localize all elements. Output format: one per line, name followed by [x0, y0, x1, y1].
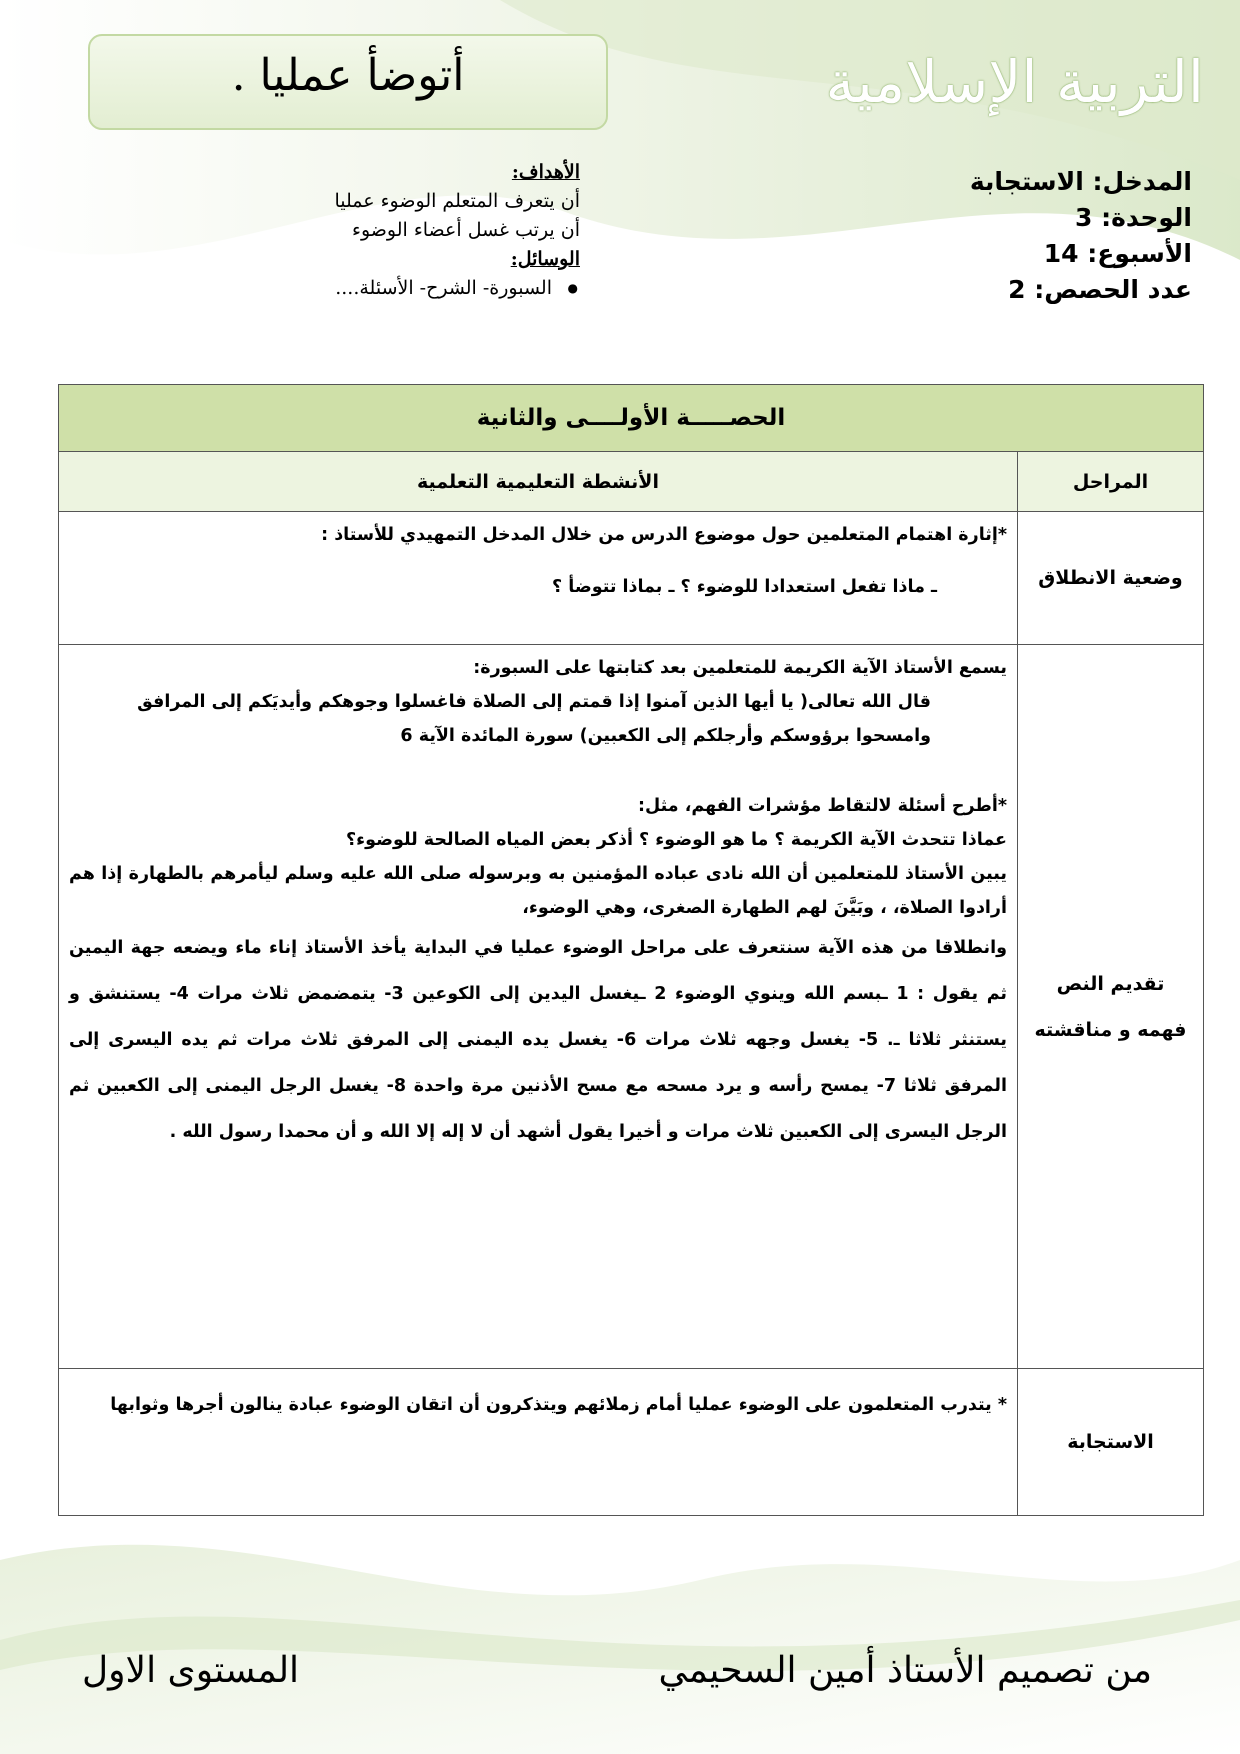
stage-launch: وضعية الانطلاق — [1018, 512, 1204, 645]
activity-line: يسمع الأستاذ الآية الكريمة للمتعلمين بعد كتابتها على السبورة: — [473, 658, 1007, 678]
activity-launch — [59, 512, 1018, 645]
activity-line: *أطرح أسئلة لالتقاط مؤشرات الفهم، مثل: — [638, 796, 1007, 816]
session-title: الحصـــــة الأولــــى والثانية — [59, 385, 1204, 452]
footer-level: المستوى الاول — [82, 1650, 300, 1691]
info-sessions: عدد الحصص: 2 — [1008, 275, 1192, 304]
stage-text-presentation — [1018, 645, 1204, 1369]
activity-response — [59, 1369, 1018, 1516]
activity-paragraph: وانطلاقا من هذه الآية سنتعرف على مراحل الوضوء عمليا في البداية يأخذ الأستاذ إناء ماء ويضعه جهة اليمين ثم يقول : 1 ـبسم الله وينوي الوضوء 2 ـيغسل اليدين إلى الكوعين 3- يتمضمض ثلاث مرات 4- يستنشق و يستنثر ثلاثا ـ. 5- يغسل وجهه ثلاث مرات 6- يغسل يده اليمنى إلى المرفق ثلاث مرات ثم يده اليسرى إلى المرفق ثلاثا 7- يمسح رأسه و يرد مسحه مع مسح الأذنين مرة واحدة 8- يغسل الرجل اليمنى إلى الكعبين ثم الرجل اليسرى إلى الكعبين ثلاث مرات و أخيرا يقول أشهد أن لا إله إلا الله و أن محمدا رسول الله . — [69, 938, 1007, 1142]
activity-line: ـ ماذا تفعل استعدادا للوضوء ؟ ـ بماذا تتوضأ ؟ — [552, 577, 937, 597]
lesson-info — [862, 164, 1192, 308]
verse-line: قال الله تعالى( يا أيها الذين آمنوا إذا قمتم إلى الصلاة فاغسلوا وجوهكم وأيديَكم إلى المرافق — [137, 692, 931, 712]
activity-line: عماذا تتحدث الآية الكريمة ؟ ما هو الوضوء ؟ أذكر بعض المياه الصالحة للوضوء؟ — [346, 830, 1007, 850]
footer-designer: من تصميم الأستاذ أمين السحيمي — [658, 1650, 1152, 1691]
activity-text-presentation — [59, 645, 1018, 1369]
verse-line: وامسحوا برؤوسكم وأرجلكم إلى الكعبين) سورة المائدة الآية 6 — [400, 726, 931, 746]
lesson-title-box — [88, 34, 608, 130]
stage-line: تقديم النص — [1056, 972, 1165, 995]
stage-response: الاستجابة — [1018, 1369, 1204, 1516]
info-unit: الوحدة: 3 — [1075, 203, 1192, 232]
tools-item: ● السبورة- الشرح- الأسئلة.... — [210, 274, 580, 303]
objectives-heading: الأهداف: — [511, 161, 580, 183]
activity-line: *إثارة اهتمام المتعلمين حول موضوع الدرس من خلال المدخل التمهيدي للأستاذ : — [321, 525, 1007, 545]
activity-paragraph: * يتدرب المتعلمون على الوضوء عمليا أمام زملائهم ويتذكرون أن اتقان الوضوء عبادة ينالون أجرها وثوابها — [110, 1395, 1007, 1415]
objective-item: أن يتعرف المتعلم الوضوء عمليا — [334, 190, 580, 212]
info-entry: المدخل: الاستجابة — [969, 167, 1192, 196]
column-header-stages: المراحل — [1018, 452, 1204, 512]
subject-title: التربية الإسلامية — [825, 48, 1204, 116]
stage-line: فهمه و مناقشته — [1034, 1018, 1187, 1041]
objectives-block — [210, 158, 580, 303]
objective-item: أن يرتب غسل أعضاء الوضوء — [352, 219, 580, 241]
lesson-table — [58, 384, 1204, 1516]
tools-heading: الوسائل: — [510, 248, 580, 270]
activity-paragraph: يبين الأستاذ للمتعلمين أن الله نادى عباده المؤمنين به وبرسوله صلى الله عليه وسلم ليأمرهم بالطهارة إذا هم أرادوا الصلاة، ، وبَيَّنَ لهم الطهارة الصغرى، وهي الوضوء، — [69, 864, 1007, 918]
lesson-title: أتوضأ عمليا . — [231, 49, 465, 101]
column-header-activities: الأنشطة التعليمية التعلمية — [59, 452, 1018, 512]
info-week: الأسبوع: 14 — [1043, 239, 1192, 268]
